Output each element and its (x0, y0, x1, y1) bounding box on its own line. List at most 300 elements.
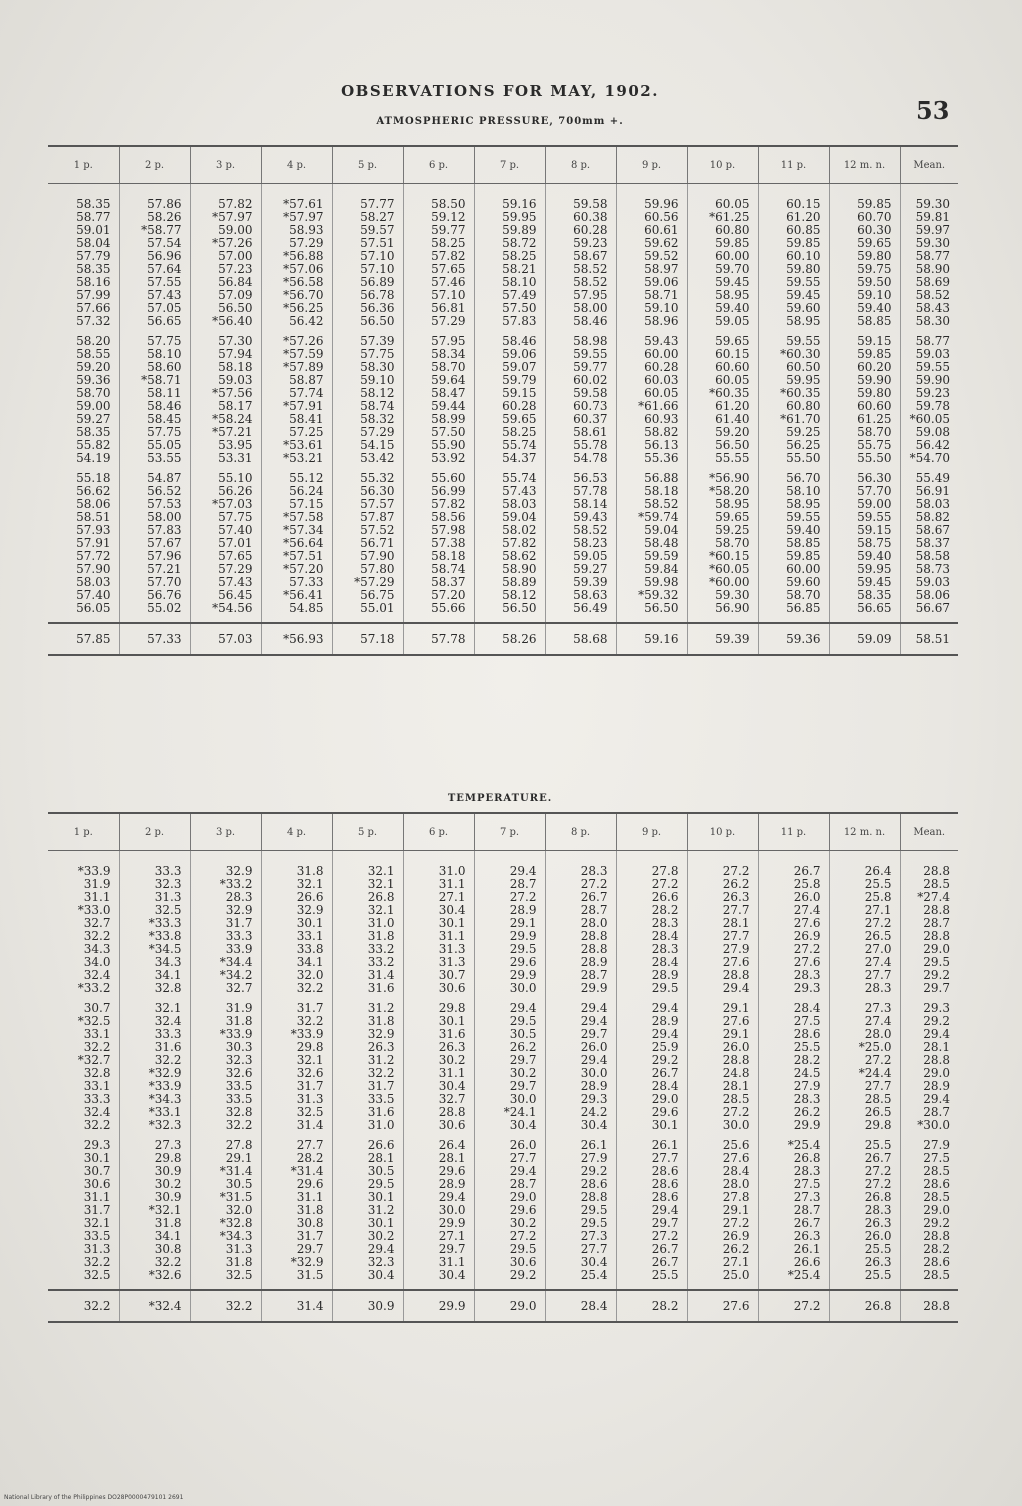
table-cell: 30.0 (687, 1119, 758, 1132)
table-cell: 30.7 (48, 1165, 119, 1178)
table-cell: *53.21 (261, 452, 332, 465)
table-cell: 26.9 (687, 1230, 758, 1243)
table-cell: 28.8 (403, 1106, 474, 1119)
table-cell: 58.26 (119, 211, 190, 224)
table-cell: 27.4 (829, 1015, 900, 1028)
table-cell: 32.7 (48, 917, 119, 930)
table-cell: 57.33 (261, 576, 332, 589)
table-cell: 28.6 (923, 1255, 950, 1269)
table-cell: 30.5 (332, 1165, 403, 1178)
table-cell: 29.4 (687, 982, 758, 995)
table-cell: 57.46 (403, 276, 474, 289)
table-cell: 60.02 (545, 374, 616, 387)
table-cell: 59.55 (758, 511, 829, 524)
table-cell: 58.12 (474, 589, 545, 602)
table-cell: 33.3 (190, 930, 261, 943)
table-cell: 57.65 (403, 263, 474, 276)
table-cell: 28.4 (616, 930, 687, 943)
table-cell: 30.0 (403, 1204, 474, 1217)
table-cell: 31.1 (48, 891, 119, 904)
table-cell: 28.7 (545, 969, 616, 982)
table-cell: 31.4 (261, 1119, 332, 1132)
table-cell: 32.3 (119, 878, 190, 891)
table-cell: 27.7 (261, 1139, 332, 1152)
table-row (48, 602, 958, 615)
table-cell: 59.50 (829, 276, 900, 289)
column-header: 5 p. (332, 813, 403, 851)
table-cell: 29.5 (923, 955, 950, 969)
table-cell: 56.13 (616, 439, 687, 452)
page-title: OBSERVATIONS FOR MAY, 1902. (341, 82, 659, 100)
table-cell: 29.1 (190, 1152, 261, 1165)
table-row (48, 891, 958, 904)
table-cell: *34.3 (190, 1230, 261, 1243)
table-cell: 55.75 (829, 439, 900, 452)
table-cell: 59.43 (545, 511, 616, 524)
table-cell: *58.71 (119, 374, 190, 387)
table-cell: 58.37 (403, 576, 474, 589)
table-cell: 58.21 (474, 263, 545, 276)
column-header: 6 p. (403, 146, 474, 184)
table-cell: *33.0 (48, 904, 119, 917)
table-cell: 28.1 (923, 1040, 950, 1054)
column-header: 2 p. (119, 813, 190, 851)
table-row (48, 1028, 958, 1041)
table-cell: 57.39 (332, 335, 403, 348)
table-cell: 28.9 (545, 956, 616, 969)
table-cell: 26.1 (616, 1139, 687, 1152)
table-cell: 29.7 (616, 1217, 687, 1230)
table-cell: 27.2 (829, 1054, 900, 1067)
table-cell: 57.90 (48, 563, 119, 576)
table-cell: 58.02 (474, 524, 545, 537)
table-cell: 32.9 (332, 1028, 403, 1041)
table-cell: 32.4 (48, 969, 119, 982)
table-cell: 59.98 (616, 576, 687, 589)
table-cell: 59.55 (915, 360, 950, 374)
table-cell: 57.86 (119, 198, 190, 211)
table-cell: 31.3 (403, 956, 474, 969)
table-cell: 60.73 (545, 400, 616, 413)
table-cell: 26.0 (545, 1041, 616, 1054)
table-cell: 29.9 (545, 982, 616, 995)
table-cell: 55.10 (190, 472, 261, 485)
table-cell: 29.7 (403, 1243, 474, 1256)
table-cell: 58.37 (915, 536, 950, 550)
table-cell: 59.55 (758, 276, 829, 289)
table-cell: 28.6 (616, 1178, 687, 1191)
table-cell: 56.65 (119, 315, 190, 328)
table-cell: 57.55 (119, 276, 190, 289)
table-cell: 26.3 (829, 1217, 900, 1230)
mean-cell: 28.4 (545, 1290, 616, 1322)
table-cell: 26.4 (829, 865, 900, 878)
table-cell: 59.64 (403, 374, 474, 387)
table-cell: 57.54 (119, 237, 190, 250)
table-cell: 60.05 (687, 198, 758, 211)
mean-cell: *56.93 (261, 623, 332, 655)
table-cell: *32.3 (119, 1119, 190, 1132)
table-cell: 28.4 (616, 956, 687, 969)
table-cell: 59.15 (829, 335, 900, 348)
table-cell: *58.77 (119, 224, 190, 237)
table-cell: 29.7 (545, 1028, 616, 1041)
table-cell: 57.82 (190, 198, 261, 211)
table-cell: 27.7 (687, 904, 758, 917)
table-cell: 55.05 (119, 439, 190, 452)
table-cell: 56.50 (687, 439, 758, 452)
table-cell: 57.64 (119, 263, 190, 276)
table-cell: 55.01 (332, 602, 403, 615)
table-cell: 25.8 (758, 878, 829, 891)
table-cell: 30.5 (474, 1028, 545, 1041)
table-cell: 29.3 (923, 1001, 950, 1015)
table-cell: 57.82 (474, 537, 545, 550)
table-cell: 28.3 (758, 1093, 829, 1106)
table-cell: 58.77 (48, 211, 119, 224)
table-cell: 58.52 (616, 498, 687, 511)
table-cell: 32.2 (119, 1054, 190, 1067)
table-cell: 57.74 (261, 387, 332, 400)
table-cell: 59.25 (758, 426, 829, 439)
table-cell: 53.31 (190, 452, 261, 465)
table-cell: 26.9 (758, 930, 829, 943)
table-cell: 26.4 (403, 1139, 474, 1152)
table-cell: 25.0 (687, 1269, 758, 1282)
table-cell: *59.74 (616, 511, 687, 524)
table-cell: 57.10 (332, 263, 403, 276)
table-cell: 29.4 (332, 1243, 403, 1256)
table-row (48, 1041, 958, 1054)
table-cell: *33.2 (190, 878, 261, 891)
table-cell: 32.2 (190, 1119, 261, 1132)
table-cell: 31.2 (332, 1002, 403, 1015)
table-cell: 58.70 (758, 589, 829, 602)
table-cell: 31.6 (332, 1106, 403, 1119)
table-cell: 26.0 (687, 1041, 758, 1054)
table-cell: 58.10 (758, 485, 829, 498)
table-cell: 33.1 (48, 1080, 119, 1093)
table-cell: 28.8 (923, 903, 950, 917)
table-cell: 28.8 (923, 1229, 950, 1243)
table-cell: 28.6 (545, 1178, 616, 1191)
table-cell: 57.43 (119, 289, 190, 302)
table-cell: 28.0 (545, 917, 616, 930)
table-cell: 58.18 (403, 550, 474, 563)
table-cell: 30.0 (474, 982, 545, 995)
table-cell: 57.75 (119, 426, 190, 439)
table-cell: 60.00 (758, 563, 829, 576)
table-cell: *33.1 (119, 1106, 190, 1119)
table-row (48, 452, 958, 465)
table-cell: 59.23 (545, 237, 616, 250)
table-row (48, 1139, 958, 1152)
table-cell: 58.98 (545, 335, 616, 348)
table-cell: 27.1 (829, 904, 900, 917)
mean-cell: 32.2 (190, 1290, 261, 1322)
table-cell: 29.4 (545, 1015, 616, 1028)
table-cell: 58.46 (474, 335, 545, 348)
table-cell: 58.96 (616, 315, 687, 328)
table-cell: 60.28 (616, 361, 687, 374)
table-cell: *33.9 (261, 1028, 332, 1041)
table-cell: 27.2 (616, 1230, 687, 1243)
table-cell: *33.3 (119, 917, 190, 930)
mean-cell: 58.68 (545, 623, 616, 655)
table-cell: 25.4 (545, 1269, 616, 1282)
table-cell: *33.2 (48, 982, 119, 995)
table-cell: 58.14 (545, 498, 616, 511)
table-cell: 27.3 (758, 1191, 829, 1204)
table-cell: 57.43 (474, 485, 545, 498)
table-cell: 59.15 (474, 387, 545, 400)
table-cell: 60.60 (687, 361, 758, 374)
table-row (48, 1119, 958, 1132)
table-cell: 28.4 (616, 1080, 687, 1093)
table-cell: 58.12 (332, 387, 403, 400)
table-cell: 55.50 (758, 452, 829, 465)
table-cell: 59.30 (915, 236, 950, 250)
table-cell: 32.2 (119, 1256, 190, 1269)
table-cell: 60.70 (829, 211, 900, 224)
table-cell: 59.00 (190, 224, 261, 237)
table-cell: 59.85 (758, 237, 829, 250)
table-cell: 28.8 (545, 930, 616, 943)
table-cell: 32.6 (190, 1067, 261, 1080)
table-cell: *57.26 (261, 335, 332, 348)
table-cell: 31.8 (332, 930, 403, 943)
table-cell: 34.0 (48, 956, 119, 969)
table-cell: 57.32 (48, 315, 119, 328)
table-cell: 58.95 (758, 498, 829, 511)
table-cell: 32.2 (332, 1067, 403, 1080)
table-cell: 28.9 (545, 1080, 616, 1093)
table-cell: 30.9 (119, 1165, 190, 1178)
table-cell: 59.85 (758, 550, 829, 563)
table-cell: 28.8 (923, 1053, 950, 1067)
mean-cell: 28.8 (900, 1290, 958, 1322)
table-cell: 30.1 (403, 917, 474, 930)
table-cell: 29.6 (616, 1106, 687, 1119)
table-cell: 29.2 (616, 1054, 687, 1067)
mean-cell: 57.18 (332, 623, 403, 655)
table-cell: 24.5 (758, 1067, 829, 1080)
table-cell: 30.4 (545, 1119, 616, 1132)
table-cell: 26.6 (616, 891, 687, 904)
table-cell: 26.3 (332, 1041, 403, 1054)
table-cell: 59.45 (687, 276, 758, 289)
table-cell: 55.74 (474, 439, 545, 452)
table-cell: 57.96 (119, 550, 190, 563)
table-cell: 58.23 (545, 537, 616, 550)
mean-cell: 28.2 (616, 1290, 687, 1322)
table-cell: 55.18 (48, 472, 119, 485)
table-cell: *34.2 (190, 969, 261, 982)
table-cell: 29.4 (923, 1092, 950, 1106)
table-cell: 58.16 (48, 276, 119, 289)
table-cell: 57.80 (332, 563, 403, 576)
table-cell: 24.8 (687, 1067, 758, 1080)
table-cell: 59.60 (758, 576, 829, 589)
table-cell: 57.20 (403, 589, 474, 602)
table-cell: 56.50 (474, 602, 545, 615)
table-cell: 27.7 (616, 1152, 687, 1165)
table-cell: 57.77 (332, 198, 403, 211)
table-cell: 29.5 (332, 1178, 403, 1191)
table-cell: *60.35 (758, 387, 829, 400)
table-cell: 30.9 (119, 1191, 190, 1204)
table-cell: 31.8 (332, 1015, 403, 1028)
table-cell: 59.04 (616, 524, 687, 537)
table-cell: 27.1 (687, 1256, 758, 1269)
table-cell: 56.91 (915, 484, 950, 498)
column-header: Mean. (900, 146, 958, 184)
table-cell: *54.70 (909, 451, 950, 465)
table-cell: 60.93 (616, 413, 687, 426)
table-cell: 28.3 (758, 969, 829, 982)
table-cell: 59.08 (915, 425, 950, 439)
table-cell: 59.89 (474, 224, 545, 237)
table-row (48, 1093, 958, 1106)
table-cell: 57.10 (332, 250, 403, 263)
table-cell: 55.60 (403, 472, 474, 485)
table-cell: 29.7 (923, 981, 950, 995)
table-cell: 32.9 (190, 865, 261, 878)
table-cell: *33.8 (119, 930, 190, 943)
table-cell: 29.5 (616, 982, 687, 995)
table-cell: 58.77 (915, 249, 950, 263)
table-cell: 29.0 (616, 1093, 687, 1106)
table-cell: 27.3 (119, 1139, 190, 1152)
table-cell: 58.97 (616, 263, 687, 276)
table-cell: 57.94 (190, 348, 261, 361)
table-cell: 34.1 (119, 969, 190, 982)
table-cell: *56.41 (261, 589, 332, 602)
table-cell: 30.1 (261, 917, 332, 930)
table-cell: *30.0 (917, 1118, 950, 1132)
table-row (48, 1269, 958, 1282)
table-cell: 28.4 (687, 1165, 758, 1178)
table-cell: 54.19 (48, 452, 119, 465)
table-cell: 58.48 (616, 537, 687, 550)
table-cell: *54.56 (190, 602, 261, 615)
table-cell: 58.95 (687, 498, 758, 511)
table-cell: 32.5 (261, 1106, 332, 1119)
table-cell: 33.5 (48, 1230, 119, 1243)
table-cell: 32.1 (332, 878, 403, 891)
table-cell: 29.7 (261, 1243, 332, 1256)
table-cell: 28.8 (545, 1191, 616, 1204)
table-cell: 56.24 (261, 485, 332, 498)
table-cell: 29.4 (616, 1002, 687, 1015)
table-row (48, 982, 958, 995)
table-cell: 28.1 (332, 1152, 403, 1165)
table-cell: 59.62 (616, 237, 687, 250)
table-cell: 58.55 (48, 348, 119, 361)
table-cell: 26.2 (687, 1243, 758, 1256)
table-cell: 27.2 (829, 917, 900, 930)
table-cell: 30.6 (403, 1119, 474, 1132)
table-cell: 57.53 (119, 498, 190, 511)
table-cell: 26.8 (758, 1152, 829, 1165)
table-cell: 59.59 (616, 550, 687, 563)
table-cell: *33.9 (119, 1080, 190, 1093)
table-cell: 30.1 (616, 1119, 687, 1132)
table-cell: *60.00 (687, 576, 758, 589)
table-cell: 59.43 (616, 335, 687, 348)
table-cell: 55.36 (616, 452, 687, 465)
table-cell: 32.6 (261, 1067, 332, 1080)
table-cell: 30.8 (261, 1217, 332, 1230)
table-cell: *57.59 (261, 348, 332, 361)
table-cell: 29.0 (474, 1191, 545, 1204)
table-cell: 58.35 (829, 589, 900, 602)
table-cell: *57.97 (190, 211, 261, 224)
table-cell: 30.1 (332, 1191, 403, 1204)
table-cell: 61.20 (758, 211, 829, 224)
table-cell: 27.2 (687, 1106, 758, 1119)
table-cell: 29.9 (474, 930, 545, 943)
table-cell: 59.40 (687, 302, 758, 315)
table-cell: 59.06 (474, 348, 545, 361)
table-cell: 57.23 (190, 263, 261, 276)
table-row (48, 1067, 958, 1080)
table-cell: 31.7 (261, 1080, 332, 1093)
table-cell: 32.1 (119, 1002, 190, 1015)
table-cell: 58.50 (403, 198, 474, 211)
table-cell: 27.7 (829, 1080, 900, 1093)
table-cell: 56.76 (119, 589, 190, 602)
table-cell: 26.7 (829, 1152, 900, 1165)
table-cell: 59.45 (829, 576, 900, 589)
table-cell: 59.00 (829, 498, 900, 511)
table-cell: 58.70 (687, 537, 758, 550)
column-header: 12 m. n. (829, 813, 900, 851)
table-cell: 59.65 (474, 413, 545, 426)
table-cell: *57.20 (261, 563, 332, 576)
table-cell: 57.99 (48, 289, 119, 302)
table-cell: 28.2 (758, 1054, 829, 1067)
table-cell: 58.30 (915, 314, 950, 328)
table-cell: 58.35 (48, 198, 119, 211)
table-cell: 28.6 (923, 1177, 950, 1191)
table-cell: 56.45 (190, 589, 261, 602)
table-cell: 29.0 (923, 942, 950, 956)
table-cell: 58.87 (261, 374, 332, 387)
table-cell: *32.5 (48, 1015, 119, 1028)
mean-cell: 59.16 (616, 623, 687, 655)
table-cell: 59.05 (687, 315, 758, 328)
table-cell: *32.7 (48, 1054, 119, 1067)
table-row (48, 1217, 958, 1230)
mean-cell: 26.8 (829, 1290, 900, 1322)
table-cell: 27.8 (190, 1139, 261, 1152)
table-cell: 57.51 (332, 237, 403, 250)
table-cell: 56.71 (332, 537, 403, 550)
table-cell: 32.7 (190, 982, 261, 995)
table-cell: 58.47 (403, 387, 474, 400)
table-cell: 60.15 (687, 348, 758, 361)
table-cell: 27.4 (758, 904, 829, 917)
table-cell: 28.5 (923, 1268, 950, 1282)
table-cell: 57.78 (545, 485, 616, 498)
table-cell: 60.80 (758, 400, 829, 413)
table-cell: 58.60 (119, 361, 190, 374)
header-row (48, 146, 958, 184)
page-number: 53 (916, 96, 950, 125)
table-cell: 59.70 (687, 263, 758, 276)
table-cell: 59.06 (616, 276, 687, 289)
